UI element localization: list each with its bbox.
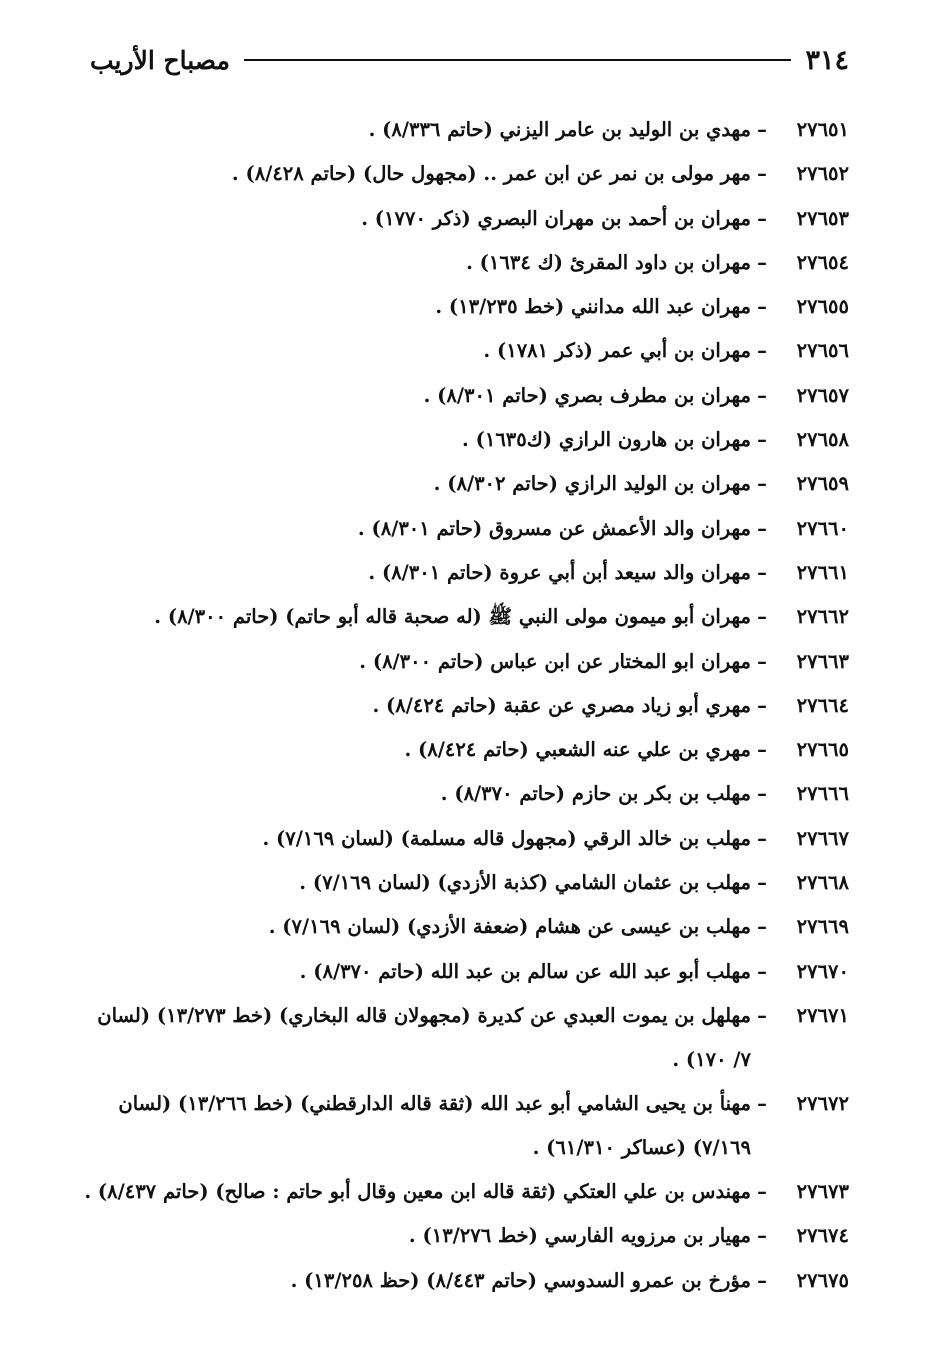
entry-text: مهران بن أحمد بن مهران البصري (ذكر ١٧٧٠) .: [361, 206, 751, 230]
entry-number: ٢٧٦٦٥: [796, 738, 849, 762]
entry-text: مهنأ بن يحيى الشامي أبو عبد الله (ثقة قاله الدارقطني) (خط ١٣/٢٦٦) (لسان ٧/١٦٩) (عساكر ٦١/٣١٠) .: [118, 1091, 751, 1159]
entry-dash: –: [757, 605, 767, 629]
entry-dash: –: [757, 339, 767, 363]
entry-number: ٢٧٦٦٣: [796, 649, 849, 673]
entry-dash: –: [757, 915, 767, 939]
entry-number: ٢٧٦٥٦: [796, 339, 849, 363]
entry-number: ٢٧٦٦٩: [796, 915, 849, 939]
entry-dash: –: [757, 1179, 767, 1203]
entry-number: ٢٧٦٦٨: [796, 871, 849, 895]
entry-dash: –: [757, 250, 767, 274]
header-rule: [244, 59, 792, 61]
list-item: [80, 329, 849, 373]
entry-text: مهران والد الأعمش عن مسروق (حاتم ٨/٣٠١) .: [357, 516, 751, 540]
entry-dash: –: [757, 295, 767, 319]
entry-dash: –: [757, 826, 767, 850]
entry-text: مهران أبو ميمون مولى النبي ﷺ (له صحبة قاله أبو حاتم) (حاتم ٨/٣٠٠) .: [154, 605, 751, 629]
entry-dash: –: [757, 1091, 767, 1115]
book-title: مصباح الأريب: [90, 45, 230, 75]
entry-dash: –: [757, 649, 767, 673]
page-number: ٣١٤: [805, 44, 849, 76]
entry-number: ٢٧٦٥٩: [796, 472, 849, 496]
entry-dash: –: [757, 472, 767, 496]
entry-number: ٢٧٦٥٨: [796, 428, 849, 452]
entry-text: مهدي بن الوليد بن عامر اليزني (حاتم ٨/٣٣٦) .: [368, 118, 751, 141]
list-item: [80, 640, 849, 684]
entry-text: مهلب أبو عبد الله عن سالم بن عبد الله (حاتم ٨/٣٧٠) .: [299, 959, 751, 983]
entry-number: ٢٧٦٦٦: [796, 782, 849, 806]
list-item: [80, 152, 849, 196]
entry-text: مهيار بن مرزويه الفارسي (خط ١٣/٢٧٦) .: [408, 1224, 751, 1248]
entry-number: ٢٧٦٦٤: [796, 693, 849, 717]
entry-text: مهران عبد الله مدانني (خط ١٣/٢٣٥) .: [435, 295, 751, 319]
list-item: [80, 374, 849, 418]
entry-number: ٢٧٦٦٠: [796, 516, 849, 540]
entry-text: مهلب بن خالد الرقي (مجهول قاله مسلمة) (لسان ٧/١٦٩) .: [262, 826, 751, 850]
entry-number: ٢٧٦٥٣: [796, 206, 849, 230]
entry-dash: –: [757, 1003, 767, 1027]
entry-number: ٢٧٦٧١: [796, 1003, 849, 1027]
entry-number: ٢٧٦٦١: [796, 560, 849, 584]
entry-dash: –: [757, 560, 767, 584]
entry-dash: –: [757, 162, 767, 186]
entry-dash: –: [757, 871, 767, 895]
list-item: [80, 551, 849, 595]
entry-number: ٢٧٦٦٢: [796, 605, 849, 629]
entry-number: ٢٧٦٧٤: [796, 1224, 849, 1248]
entry-text: مهران بن الوليد الرازي (حاتم ٨/٣٠٢) .: [433, 472, 751, 496]
entry-text: مؤرخ بن عمرو السدوسي (حاتم ٨/٤٤٣) (حظ ١٣/٢٥٨) .: [290, 1268, 751, 1292]
entry-number: ٢٧٦٧٠: [796, 959, 849, 983]
entry-number: ٢٧٦٥٤: [796, 250, 849, 274]
entry-number: ٢٧٦٧٢: [796, 1091, 849, 1115]
list-item: [80, 241, 849, 285]
list-item: [80, 462, 849, 506]
entry-dash: –: [757, 1268, 767, 1292]
entry-dash: –: [757, 383, 767, 407]
entry-text: مهلب بن بكر بن حازم (حاتم ٨/٣٧٠) .: [440, 782, 751, 806]
list-item: [80, 595, 849, 639]
entry-text: مهندس بن علي العتكي (ثقة قاله ابن معين وقال أبو حاتم : صالح) (حاتم ٨/٤٣٧) .: [84, 1179, 751, 1203]
entry-number: ٢٧٦٧٥: [796, 1268, 849, 1292]
entry-text: مهري أبو زياد مصري عن عقبة (حاتم ٨/٤٢٤) .: [372, 693, 751, 717]
entry-text: مهران بن مطرف بصري (حاتم ٨/٣٠١) .: [423, 383, 751, 407]
entry-text: مهران والد سيعد أبن أبي عروة (حاتم ٨/٣٠١) .: [368, 560, 751, 584]
entry-dash: –: [757, 1224, 767, 1248]
entry-dash: –: [757, 516, 767, 540]
entry-number: ٢٧٦٥٥: [796, 295, 849, 319]
entry-text: مهري بن علي عنه الشعبي (حاتم ٨/٤٢٤) .: [404, 738, 751, 762]
entry-dash: –: [757, 206, 767, 230]
page-header: [90, 40, 849, 80]
list-item: [80, 1082, 849, 1170]
list-item: [80, 728, 849, 772]
list-item: [80, 1170, 849, 1214]
entry-text: مهلهل بن يموت العبدي عن كديرة (مجهولان قاله البخاري) (خط ١٣/٢٧٣) (لسان ٧/ ١٧٠) .: [97, 1003, 751, 1071]
list-item: [80, 994, 849, 1082]
list-item: [80, 507, 849, 551]
list-item: [80, 861, 849, 905]
entry-number: ٢٧٦٧٣: [796, 1179, 849, 1203]
list-item: [80, 197, 849, 241]
list-item: [80, 108, 849, 152]
entry-dash: –: [757, 693, 767, 717]
entry-list: [80, 108, 849, 1303]
entry-text: مهران بن هارون الرازي (ك١٦٣٥) .: [462, 428, 751, 452]
list-item: [80, 684, 849, 728]
entry-number: ٢٧٦٥١: [796, 118, 849, 141]
entry-text: مهران ابو المختار عن ابن عباس (حاتم ٨/٣٠٠) .: [359, 649, 751, 673]
list-item: [80, 772, 849, 816]
entry-number: ٢٧٦٦٧: [796, 826, 849, 850]
list-item: [80, 418, 849, 462]
list-item: [80, 905, 849, 949]
entry-text: مهران بن داود المقرئ (ك ١٦٣٤) .: [466, 250, 751, 274]
list-item: [80, 950, 849, 994]
list-item: [80, 285, 849, 329]
entry-text: مهر مولى بن نمر عن ابن عمر .. (مجهول حال) (حاتم ٨/٤٢٨) .: [231, 162, 751, 186]
entry-dash: –: [757, 782, 767, 806]
list-item: [80, 1214, 849, 1258]
list-item: [80, 817, 849, 861]
entry-number: ٢٧٦٥٢: [796, 162, 849, 186]
entry-text: مهران بن أبي عمر (ذكر ١٧٨١) .: [483, 339, 751, 363]
entry-dash: –: [757, 428, 767, 452]
list-item: [80, 1259, 849, 1303]
entry-text: مهلب بن عيسى عن هشام (ضعفة الأزدي) (لسان ٧/١٦٩) .: [268, 915, 751, 939]
entry-number: ٢٧٦٥٧: [796, 383, 849, 407]
entry-text: مهلب بن عثمان الشامي (كذبة الأزدي) (لسان ٧/١٦٩) .: [299, 871, 751, 895]
entry-dash: –: [757, 118, 767, 141]
entry-dash: –: [757, 738, 767, 762]
entry-dash: –: [757, 959, 767, 983]
